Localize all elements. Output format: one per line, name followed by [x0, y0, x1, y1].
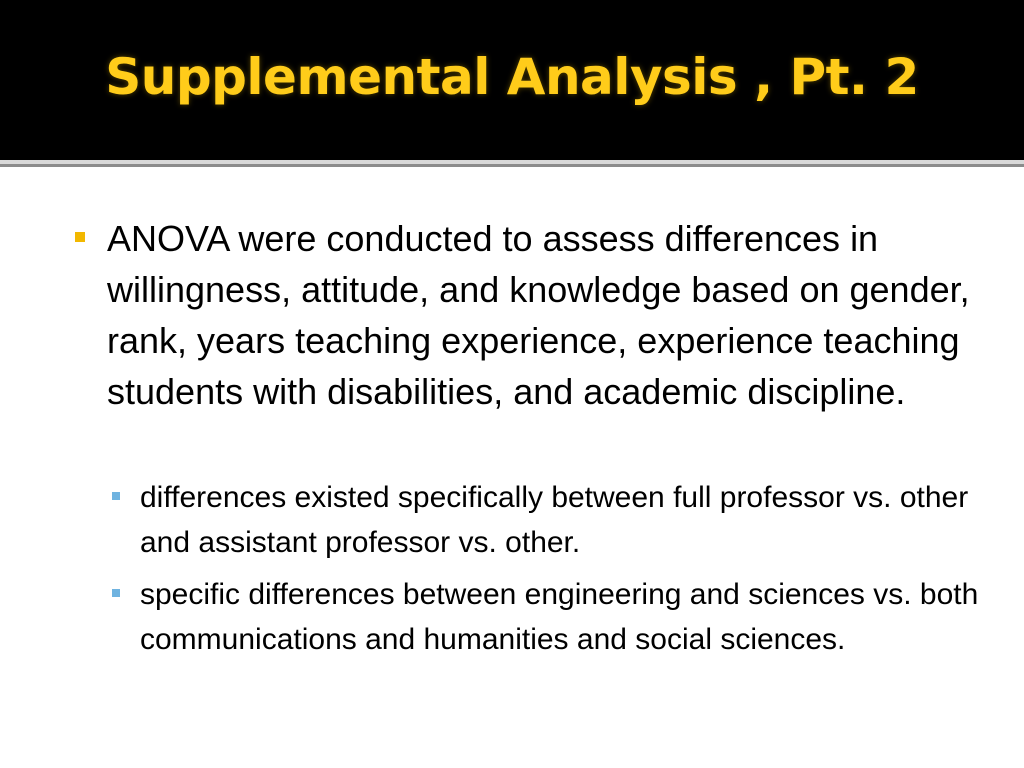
- sub-bullet-square-icon: [112, 492, 120, 500]
- bullet-square-icon: [75, 232, 85, 242]
- slide-title: Supplemental Analysis , Pt. 2: [105, 48, 919, 106]
- sub-bullet-text: specific differences between engineering and sciences vs. both communications and humanities and social sciences.: [140, 578, 979, 656]
- sub-bullet-text: differences existed specifically between full professor vs. other and assistant professor vs. other.: [140, 481, 969, 559]
- bullet-text: ANOVA were conducted to assess differences in willingness, attitude, and knowledge based on gender, rank, years teaching experience, experience teaching students with disabilities, and academic discipline.: [107, 218, 970, 412]
- sub-bullet-square-icon: [112, 589, 120, 597]
